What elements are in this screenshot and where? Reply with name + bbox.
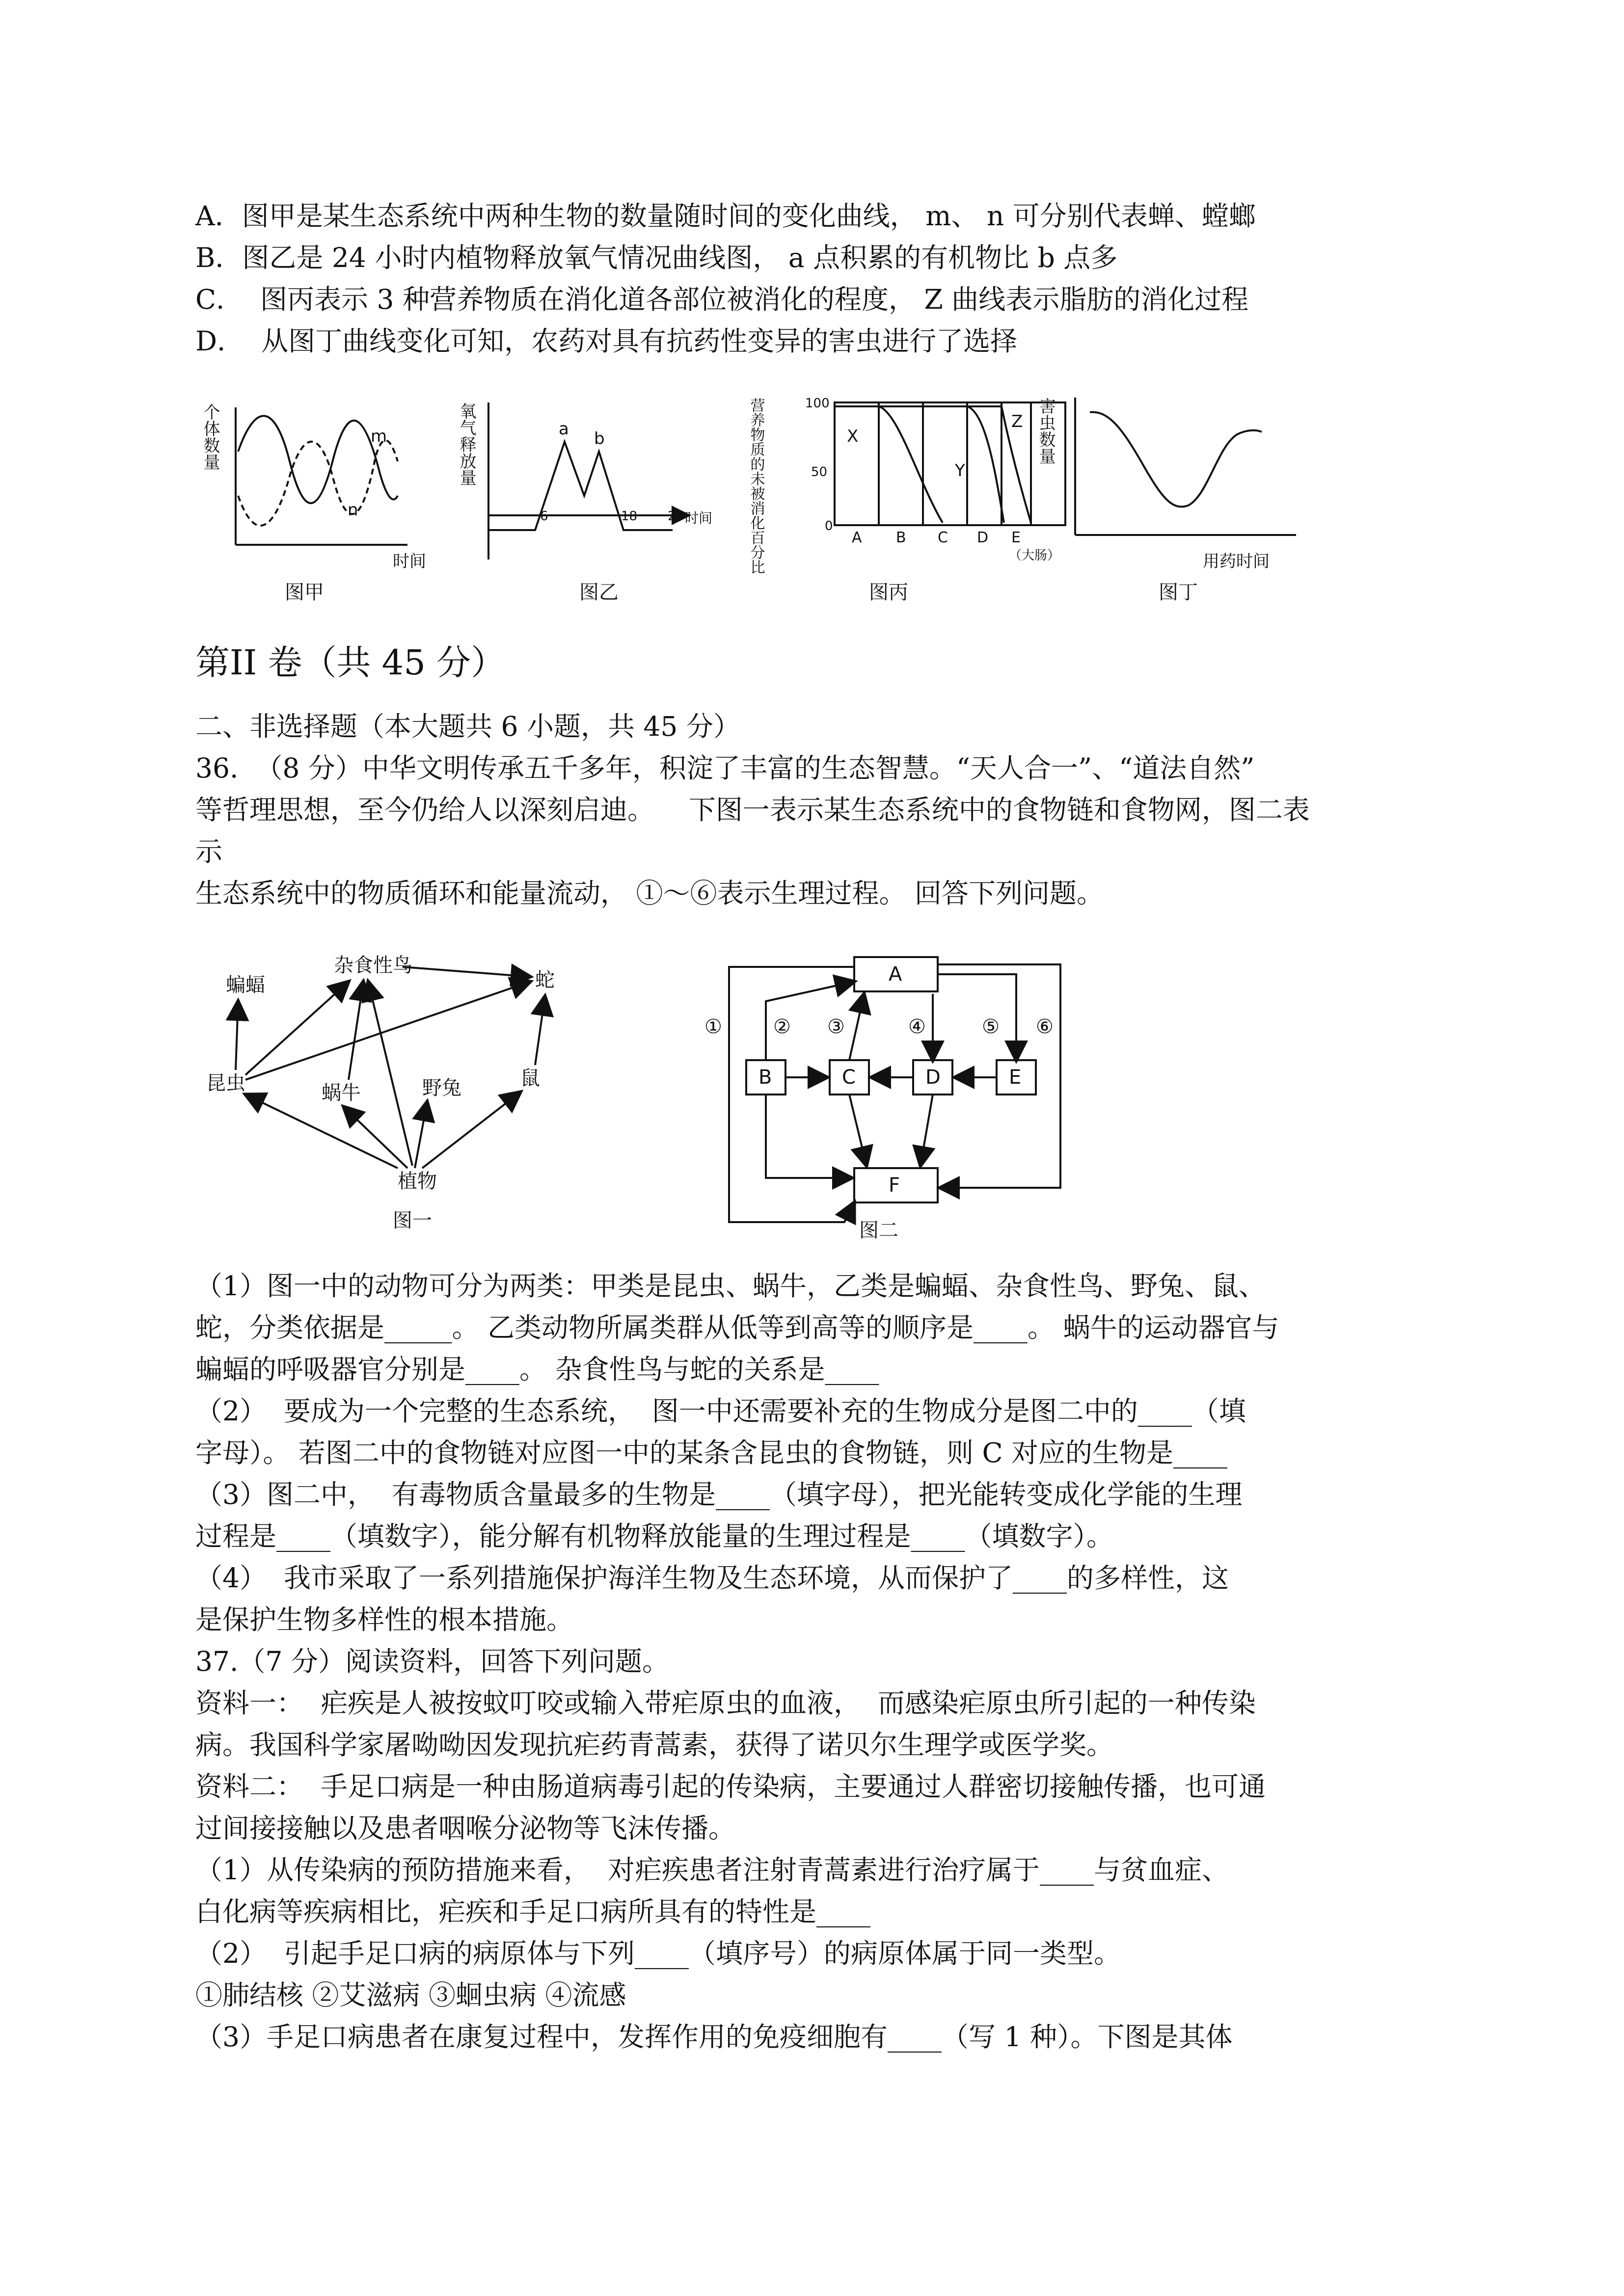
bing-caption: 图丙 (869, 581, 908, 604)
yi-caption: 图乙 (579, 581, 619, 604)
jia-m-label: m (371, 427, 387, 446)
bing-y0: 0 (825, 519, 833, 534)
q37-material1-line1: 资料一： 疟疾是人被按蚊叮咬或输入带疟原虫的血液， 而感染疟原虫所引起的一种传染 (195, 1687, 1256, 1719)
figure-bing (748, 396, 1066, 604)
bing-part-c: C (938, 529, 948, 546)
q36-p1-line3: 蝙蝠的呼吸器官分别是____。 杂食性鸟与蛇的关系是____ (195, 1354, 879, 1385)
q36-line-3: 示 (195, 836, 223, 867)
bing-part-a: A (852, 529, 862, 546)
q36-p4-line2: 是保护生物多样性的根本措施。 (195, 1604, 574, 1635)
q36-p1-line2: 蛇，分类依据是_____。 乙类动物所属类群从低等到高等的顺序是____。 蜗牛的运动器官与 (195, 1312, 1279, 1343)
option-a: A．图甲是某生态系统中两种生物的数量随时间的变化曲线， m、 n 可分别代表蝉、螳螂 (195, 200, 1256, 232)
yi-ylabel: 氧气释放量 (457, 402, 476, 486)
q37-material2-line2: 过间接接触以及患者咽喉分泌物等飞沫传播。 (195, 1813, 736, 1844)
node-mouse: 鼠 (520, 1067, 540, 1090)
yi-a-label: a (559, 419, 569, 439)
yi-xlabel: 时间 (685, 510, 713, 526)
process-3: ③ (827, 1015, 845, 1038)
figure-ding (1036, 398, 1296, 604)
node-snake: 蛇 (535, 969, 555, 991)
q36-line-4: 生态系统中的物质循环和能量流动， ①～⑥表示生理过程。 回答下列问题。 (195, 878, 1104, 909)
bing-y100: 100 (805, 396, 830, 411)
node-bat: 蝙蝠 (226, 974, 265, 996)
section-title: 第II 卷（共 45 分） (195, 642, 506, 683)
food-web-diagram (191, 942, 609, 1247)
option-d: D． 从图丁曲线变化可知，农药对具有抗药性变异的害虫进行了选择 (195, 325, 1018, 357)
q37-p2-line2: ①肺结核 ②艾滋病 ③蛔虫病 ④流感 (195, 1979, 626, 2011)
q37-material1-line2: 病。我国科学家屠呦呦因发现抗疟药青蒿素，获得了诺贝尔生理学或医学奖。 (195, 1729, 1114, 1761)
fig1-caption: 图一 (393, 1209, 432, 1232)
bing-part-b: B (896, 529, 906, 546)
q37-p2-line1: （2） 引起手足口病的病原体与下列____（填序号）的病原体属于同一类型。 (195, 1938, 1121, 1969)
yi-t24: 24 (668, 509, 684, 524)
q36-line-2: 等哲理思想，至今仍给人以深刻启迪。 下图一表示某生态系统中的食物链和食物网，图二表 (195, 794, 1310, 826)
ding-ylabel: 害虫数量 (1036, 398, 1056, 464)
node-insect: 昆虫 (206, 1072, 245, 1095)
q37-p1-line2: 白化病等疾病相比，疟疾和手足口病所具有的特性是____ (195, 1896, 871, 1927)
q36-p3-line1: （3）图二中， 有毒物质含量最多的生物是____（填字母），把光能转变成化学能的生理 (195, 1479, 1243, 1510)
option-b: B．图乙是 24 小时内植物释放氧气情况曲线图， a 点积累的有机物比 b 点多 (195, 242, 1118, 273)
node-E: E (1009, 1066, 1022, 1089)
bing-x-curve: X (847, 427, 859, 446)
node-C: C (842, 1066, 856, 1089)
process-6: ⑥ (1036, 1015, 1054, 1038)
q36-p2-line1: （2） 要成为一个完整的生态系统， 图一中还需要补充的生物成分是图二中的____（填 (195, 1395, 1246, 1427)
q37-material2-line1: 资料二： 手足口病是一种由肠道病毒引起的传染病，主要通过人群密切接触传播，也可通 (195, 1771, 1266, 1802)
jia-caption: 图甲 (285, 581, 324, 604)
process-4: ④ (908, 1015, 926, 1038)
fig2-caption: 图二 (859, 1219, 898, 1242)
bing-y50: 50 (811, 465, 828, 480)
q37-p3-line1: （3）手足口病患者在康复过程中，发挥作用的免疫细胞有____（写 1 种）。下图是其体 (195, 2021, 1233, 2053)
node-B: B (758, 1066, 772, 1089)
bing-ylabel: 营养物质的未被消化百分比 (747, 398, 765, 574)
bing-large-intestine: （大肠） (1009, 548, 1060, 563)
q37-title: 37.（7 分）阅读资料，回答下列问题。 (195, 1646, 669, 1677)
jia-xlabel: 时间 (393, 552, 426, 571)
bing-part-e: E (1011, 529, 1021, 546)
node-F: F (889, 1174, 900, 1197)
q37-p1-line1: （1）从传染病的预防措施来看， 对疟疾患者注射青蒿素进行治疗属于____与贫血症、 (195, 1854, 1229, 1886)
option-c: C． 图丙表示 3 种营养物质在消化道各部位被消化的程度， Z 曲线表示脂肪的消化过程 (195, 284, 1249, 315)
node-snail: 蜗牛 (322, 1082, 361, 1104)
q36-p3-line2: 过程是____（填数字），能分解有机物释放能量的生理过程是____（填数字）。 (195, 1521, 1114, 1552)
bing-part-d: D (977, 529, 989, 546)
ding-caption: 图丁 (1159, 581, 1198, 604)
figure-yi (457, 402, 712, 604)
jia-n-label: n (348, 500, 358, 520)
node-A: A (889, 963, 902, 986)
yi-t18: 18 (621, 509, 638, 524)
figure-jia (200, 403, 426, 604)
section-subtitle: 二、非选择题（本大题共 6 小题，共 45 分） (195, 711, 740, 742)
process-5: ⑤ (982, 1015, 1000, 1038)
process-2: ② (773, 1015, 791, 1038)
jia-ylabel: 个体数量 (200, 403, 220, 470)
node-rabbit: 野兔 (422, 1077, 461, 1099)
bing-y-curve: Y (955, 461, 965, 481)
q36-p2-line2: 字母）。 若图二中的食物链对应图一中的某条含昆虫的食物链，则 C 对应的生物是____ (195, 1437, 1228, 1468)
process-1: ① (704, 1015, 722, 1038)
q36-line-1: 36. （8 分）中华文明传承五千多年，积淀了丰富的生态智慧。“天人合一”、“道法自然” (195, 752, 1255, 784)
yi-b-label: b (594, 429, 605, 449)
bing-z-curve: Z (1011, 412, 1023, 431)
node-D: D (925, 1066, 941, 1089)
q36-p4-line1: （4） 我市采取了一系列措施保护海洋生物及生态环境，从而保护了____的多样性，这 (195, 1562, 1229, 1594)
graph-figures-row (191, 383, 1301, 618)
node-plant: 植物 (398, 1170, 437, 1193)
yi-t6: 6 (540, 509, 548, 524)
energy-flow-diagram (697, 947, 1090, 1242)
node-bird: 杂食性鸟 (334, 954, 412, 977)
q36-p1-line1: （1）图一中的动物可分为两类：甲类是昆虫、蜗牛，乙类是蝙蝠、杂食性鸟、野兔、鼠、 (195, 1270, 1266, 1302)
ding-xlabel: 用药时间 (1203, 552, 1270, 571)
